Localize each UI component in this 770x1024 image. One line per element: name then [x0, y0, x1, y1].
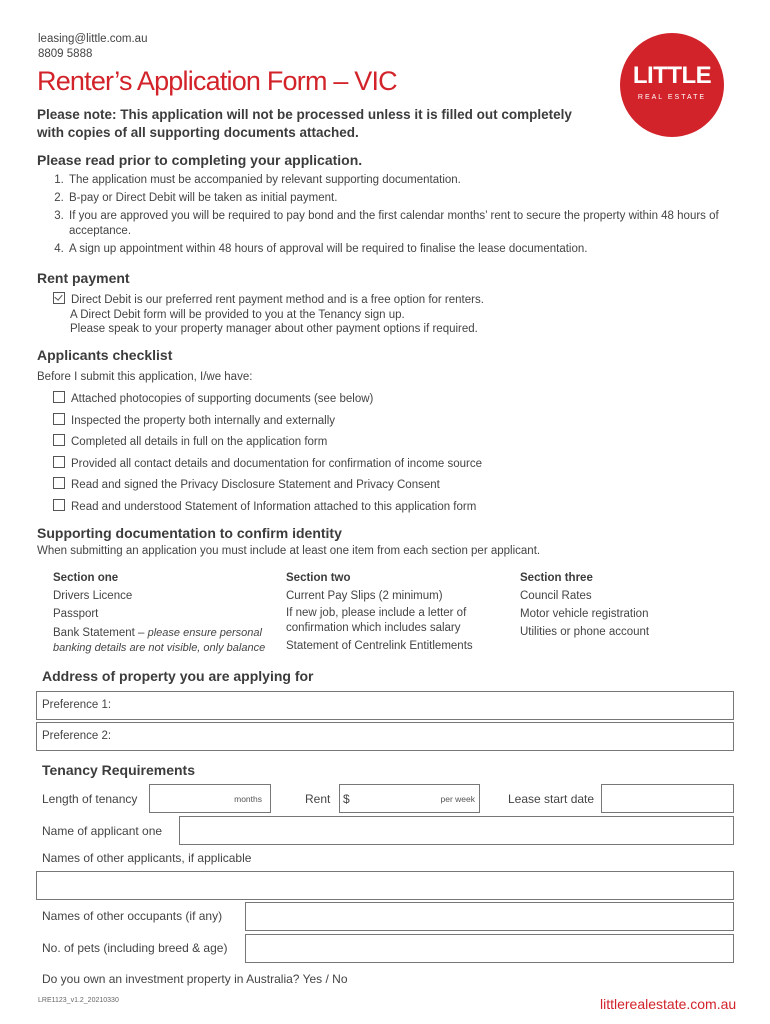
preference-1-label: Preference 1:: [42, 699, 112, 711]
other-applicants-label: Names of other applicants, if applicable: [42, 851, 252, 865]
section-three-item: Utilities or phone account: [520, 626, 650, 638]
checklist-item: [53, 456, 482, 478]
rent-payment-block: [53, 292, 484, 337]
pets-label: No. of pets (including breed & age): [42, 941, 228, 955]
rent-line-1: Direct Debit is our preferred rent payment method and is a free option for renters.: [71, 294, 484, 306]
checklist-checkbox[interactable]: [53, 413, 65, 425]
dollar-sign: $: [343, 792, 350, 806]
processing-note: Please note: This application will not be processed unless it is filled out completely with copies of all supporting documents attached.: [37, 107, 572, 140]
checklist-intro: Before I submit this application, I/we have:: [37, 371, 253, 383]
other-occupants-field[interactable]: [245, 902, 734, 931]
logo-name: LITTLE: [632, 62, 712, 89]
section-three-item: Council Rates: [520, 590, 592, 602]
preference-1-field[interactable]: [36, 691, 734, 720]
section-three: [520, 569, 730, 641]
list-item: 2. B-pay or Direct Debit will be taken as initial payment.: [67, 191, 727, 206]
checklist-checkbox[interactable]: [53, 456, 65, 468]
checklist-label: Provided all contact details and documentation for confirmation of income source: [71, 457, 483, 470]
checklist-label: Inspected the property both internally and externally: [71, 414, 336, 427]
checklist-label: Attached photocopies of supporting documents (see below): [71, 393, 374, 405]
page-title: Renter’s Application Form – VIC: [37, 66, 397, 96]
section-two-title: Section two: [286, 572, 351, 584]
checklist-item: [53, 434, 482, 456]
direct-debit-checkbox[interactable]: [53, 292, 65, 304]
bank-note: please ensure personal: [147, 627, 262, 639]
checklist: [53, 391, 482, 520]
tenancy-heading: Tenancy Requirements: [42, 762, 196, 778]
section-one-bank: [53, 626, 278, 656]
applicant-one-field[interactable]: [179, 816, 734, 845]
other-occupants-label: Names of other occupants (if any): [42, 909, 223, 923]
months-unit: months: [234, 794, 262, 804]
contact-info: [38, 32, 147, 62]
checklist-checkbox[interactable]: [53, 434, 65, 446]
form-code: LRE1123_v1.2_20210330: [38, 997, 119, 1004]
preference-2-field[interactable]: [36, 722, 734, 751]
contact-phone: 8809 5888: [38, 48, 93, 60]
list-item: 1. The application must be accompanied by relevant supporting documentation.: [67, 173, 727, 188]
brand-logo: [620, 33, 724, 137]
section-two-item: [286, 606, 506, 636]
section-three-item: Motor vehicle registration: [520, 608, 649, 620]
section-one-title: Section one: [53, 572, 119, 584]
checklist-item: [53, 391, 482, 413]
per-week-unit: per week: [440, 794, 475, 804]
lease-start-label: Lease start date: [508, 792, 595, 806]
lease-start-field[interactable]: [601, 784, 734, 813]
section-two-item: Statement of Centrelink Entitlements: [286, 640, 473, 652]
rent-payment-heading: Rent payment: [37, 270, 130, 286]
checklist-label: Completed all details in full on the application form: [71, 436, 328, 448]
length-of-tenancy-field[interactable]: [149, 784, 271, 813]
rent-field[interactable]: [339, 784, 480, 813]
bank-statement-label: Bank Statement –: [53, 627, 148, 639]
checklist-checkbox[interactable]: [53, 499, 65, 511]
section-two-text: If new job, please include a letter of: [286, 607, 467, 619]
checklist-label: Read and understood Statement of Information attached to this application form: [71, 500, 477, 513]
applicant-one-label: Name of applicant one: [42, 824, 163, 838]
pets-field[interactable]: [245, 934, 734, 963]
checklist-item: [53, 413, 482, 435]
website-link[interactable]: littlerealestate.com.au: [600, 996, 737, 1012]
checklist-item: [53, 477, 482, 499]
rent-line-3: Please speak to your property manager about other payment options if required.: [70, 323, 478, 335]
investment-question: Do you own an investment property in Australia? Yes / No: [42, 972, 348, 986]
address-heading: Address of property you are applying for: [42, 668, 314, 684]
section-two: [286, 569, 506, 655]
identity-intro: When submitting an application you must include at least one item from each section per applicant.: [37, 545, 541, 557]
identity-heading: Supporting documentation to confirm identity: [37, 525, 342, 541]
logo-tagline: REAL ESTATE: [637, 94, 707, 101]
read-prior-list: [37, 173, 727, 260]
rent-label: Rent: [305, 792, 331, 806]
section-two-item: Current Pay Slips (2 minimum): [286, 590, 443, 602]
checklist-checkbox[interactable]: [53, 477, 65, 489]
rent-line-2: A Direct Debit form will be provided to you at the Tenancy sign up.: [70, 308, 405, 321]
section-two-text: confirmation which includes salary: [286, 622, 461, 634]
list-item: 4. A sign up appointment within 48 hours of approval will be required to finalise the lease documentation.: [67, 242, 727, 257]
section-one-item: Drivers Licence: [53, 590, 133, 602]
contact-email: leasing@little.com.au: [38, 33, 148, 45]
checklist-heading: Applicants checklist: [37, 347, 173, 363]
checklist-item: [53, 499, 482, 521]
section-one-item: Passport: [53, 608, 99, 620]
section-one: [53, 569, 278, 656]
section-three-title: Section three: [520, 572, 593, 584]
preference-2-label: Preference 2:: [42, 730, 112, 742]
checklist-label: Read and signed the Privacy Disclosure Statement and Privacy Consent: [71, 479, 440, 491]
bank-note: banking details are not visible, only balance: [53, 642, 266, 654]
checklist-checkbox[interactable]: [53, 391, 65, 403]
read-prior-heading: Please read prior to completing your application.: [37, 152, 363, 168]
other-applicants-field[interactable]: [36, 871, 734, 900]
length-of-tenancy-label: Length of tenancy: [42, 792, 138, 806]
list-item: 3. If you are approved you will be required to pay bond and the first calendar months’ rent to secure the property within 48 hours of acceptance.: [67, 209, 727, 239]
